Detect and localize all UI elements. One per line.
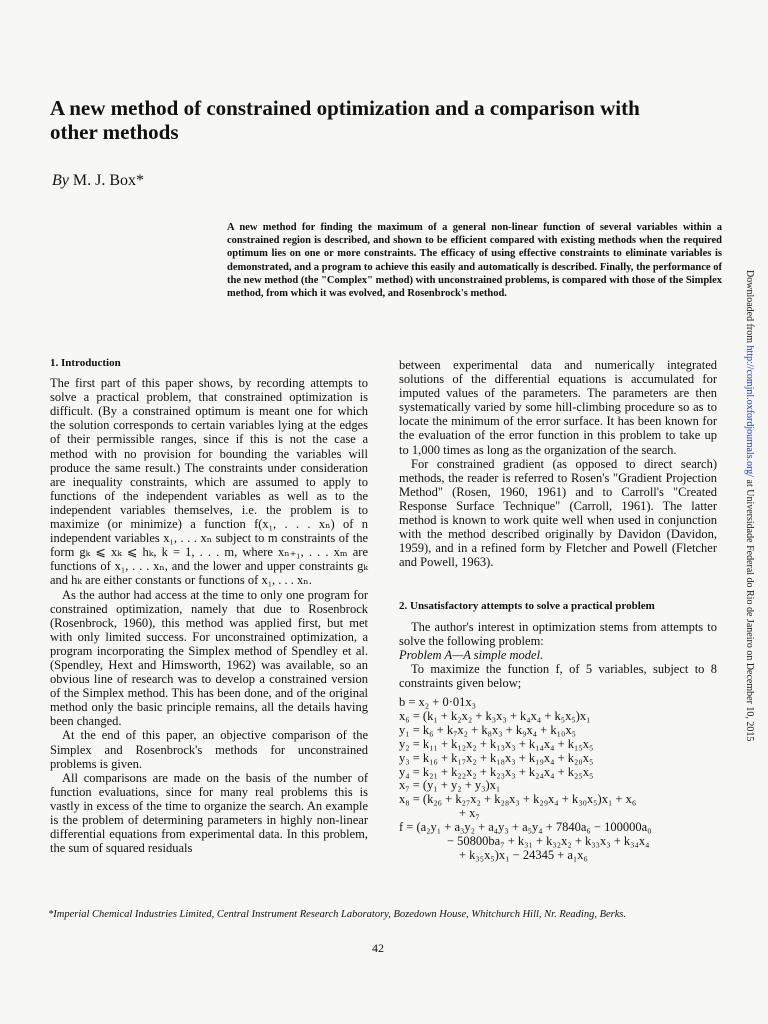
journal-link[interactable]: http://comjnl.oxfordjournals.org/ <box>744 345 755 478</box>
equation-line: y₁ = k₆ + k₇x₂ + k₈x₃ + k₉x₄ + k₁₀x₅ <box>399 722 576 737</box>
equation-line: x₈ = (k₂₆ + k₂₇x₂ + k₂₈x₃ + k₂₉x₄ + k₃₀x₅)x₁ + x₆ <box>399 792 637 807</box>
left-column <box>50 356 368 855</box>
paragraph: To maximize the function f, of 5 variables, subject to 8 constraints given below; <box>399 661 717 690</box>
paragraph: For constrained gradient (as opposed to direct search) methods, the reader is referred to Rosen's "Gradient Projection Method" (Rosen, 1960, 1961) and to Carroll's "Created Response Surface Technique" (Carroll, 1961). The latter method is known to work quite well when used in conjunction with the method described originally by Davidon (Davidon, 1959), and in a refined form by Fletcher and Powell (Fletcher and Powell, 1963). <box>399 456 717 570</box>
paragraph: At the end of this paper, an objective comparison of the Simplex and Rosenbrock's methods for unconstrained problems is given. <box>50 728 368 771</box>
equation-line: − 50800ba₇ + k₃₁ + k₃₂x₂ + k₃₃x₃ + k₃₄x₄ <box>447 834 650 849</box>
byline <box>52 172 144 190</box>
paragraph: All comparisons are made on the basis of the number of function evaluations, since for many real problems this is vastly in excess of the time to organize the search. An example is the problem of determining parameters in highly non-linear differential equations from experimental data. In this problem, the sum of squared residuals <box>50 770 368 856</box>
byline-prefix: By <box>52 172 69 189</box>
author-name: M. J. Box* <box>72 172 144 189</box>
download-suffix: at Universidade Federal do Rio de Janeiro on December 10, 2015 <box>744 477 755 742</box>
equation-line: b = x₂ + 0·01x₃ <box>399 694 476 709</box>
paragraph: As the author had access at the time to only one program for constrained optimization, namely that due to Rosenbrock (Rosenbrock, 1960), this method was applied first, but met with only limited success. For unconstrained optimization, a program incorporating the Simplex method of Spendley et al. (Spendley, Hext and Himsworth, 1962) was available, so an obvious line of research was to develop a constrained version of the Simplex method. This has been done, and of the original method only the basic principle remains, all the details having been changed. <box>50 587 368 729</box>
right-column <box>399 358 717 863</box>
paragraph: between experimental data and numerically integrated solutions of the differential equations is accumulated for imputed values of the parameters. The parameters are then systematically varied by some hill-climbing procedure so as to locate the minimum of the error surface. It has been known for the evaluation of the error function in this problem to take up to 1,000 times as long as the organization of the search. <box>399 358 717 457</box>
equation-block <box>399 696 717 863</box>
problem-label: Problem A—A simple model. <box>399 647 544 662</box>
equation-line: y₂ = k₁₁ + k₁₂x₂ + k₁₃x₃ + k₁₄x₄ + k₁₅x₅ <box>399 736 594 751</box>
equation-line: f = (a₂y₁ + a₃y₂ + a₄y₃ + a₅y₄ + 7840a₆ − 100000a₀ <box>399 820 652 835</box>
equation-line: y₄ = k₂₁ + k₂₂x₂ + k₂₃x₃ + k₂₄x₄ + k₂₅x₅ <box>399 764 594 779</box>
download-notice <box>744 270 755 741</box>
equation-line: + k₃₅x₅)x₁ − 24345 + a₁x₆ <box>459 847 588 862</box>
section-heading: 1. Introduction <box>50 357 121 369</box>
footnote: *Imperial Chemical Industries Limited, Central Instrument Research Laboratory, Bozedown House, Whitchurch Hill, Nr. Reading, Berks. <box>48 909 627 920</box>
download-prefix: Downloaded from <box>744 270 755 346</box>
page-number: 42 <box>372 941 384 955</box>
equation-line: x₇ = (y₁ + y₂ + y₃)x₁ <box>399 778 501 793</box>
equation-line: y₃ = k₁₆ + k₁₇x₂ + k₁₈x₃ + k₁₉x₄ + k₂₀x₅ <box>399 750 594 765</box>
paper-title: A new method of constrained optimization and a comparison with other methods <box>50 96 640 144</box>
abstract: A new method for finding the maximum of a general non-linear function of several variables within a constrained region is described, and shown to be efficient compared with existing methods when the required optimum lies on one or more constraints. The efficacy of using effective constraints to eliminate variables is demonstrated, and a program to achieve this easily and automatically is described. Finally, the performance of the new method (the "Complex" method) with unconstrained problems, is compared with those of the Simplex method, from which it was evolved, and Rosenbrock's method. <box>227 222 722 300</box>
equation-line: + x₇ <box>459 806 480 821</box>
section-heading: 2. Unsatisfactory attempts to solve a practical problem <box>399 600 655 613</box>
paragraph: The first part of this paper shows, by recording attempts to solve a practical problem, that constrained optimization is difficult. (By a constrained optimum is meant one for which the solution corresponds to certain variables lying at the edges of their permissible ranges, since if this is not the case a method with no provision for bounding the variables will produce the same result.) The constraints under consideration are inequality constraints, which are assumed to apply to functions of the independent variables as well as to the independent variables themselves, i.e. the problem is to maximize (or minimize) a function f(x₁, . . . xₙ) of n independent variables x₁, . . . xₙ subject to m constraints of the form gₖ ⩽ xₖ ⩽ hₖ, k = 1, . . . m, where xₙ₊₁, . . . xₘ are functions of x₁, . . . xₙ, and the lower and upper constraints gₖ and hₖ are either constants or functions of x₁, . . . xₙ. <box>50 376 368 588</box>
equation-line: x₆ = (k₁ + k₂x₂ + k₃x₃ + k₄x₄ + k₅x₅)x₁ <box>399 708 591 723</box>
paragraph: The author's interest in optimization stems from attempts to solve the following problem: <box>399 619 717 648</box>
